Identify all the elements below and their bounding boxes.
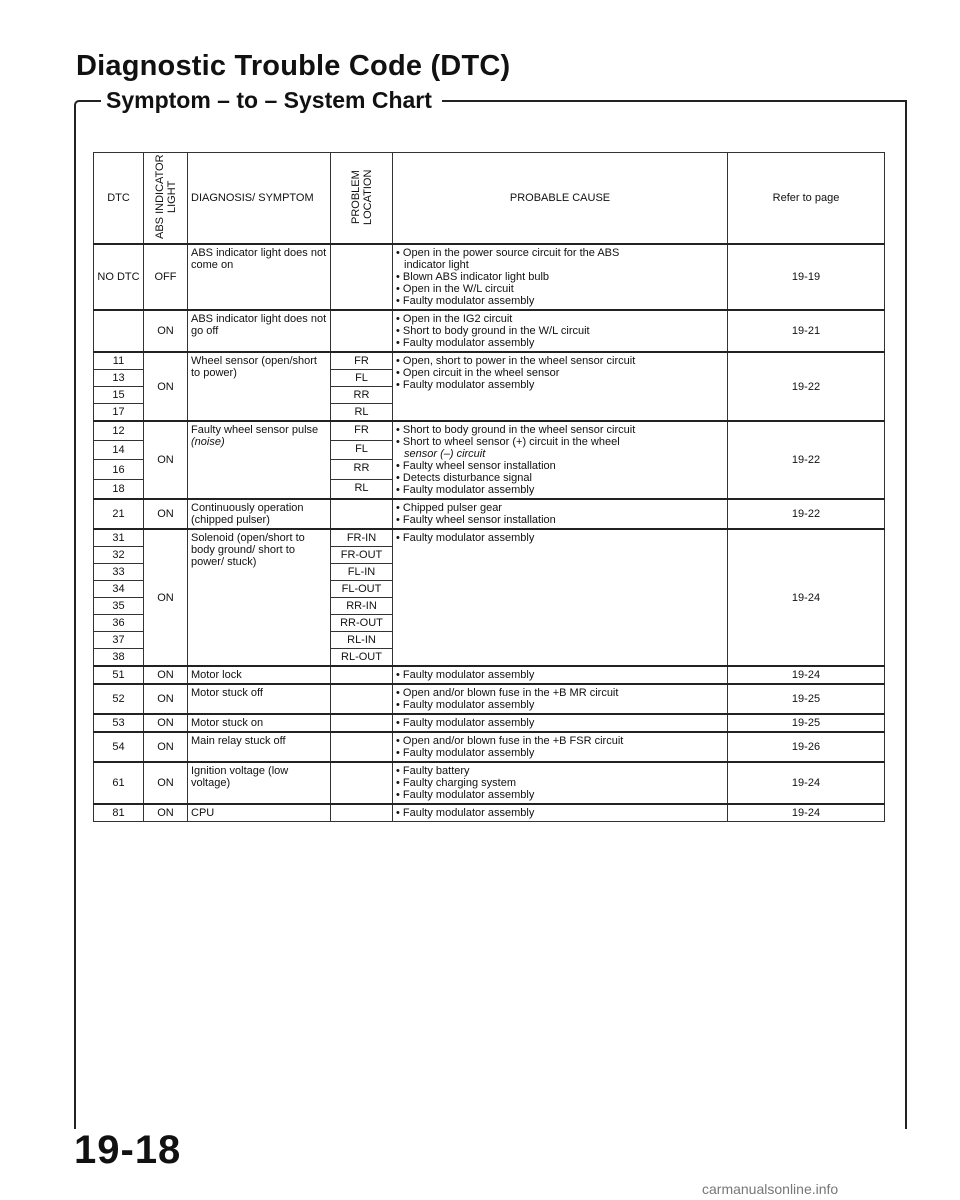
cause-line: • Open circuit in the wheel sensor	[396, 367, 560, 379]
symptom-text: ABS indicator light does not come on	[191, 247, 327, 271]
cause-line: sensor (–) circuit	[404, 448, 486, 460]
probable-cause-cell	[393, 421, 728, 499]
refer-page-cell: 19-22	[728, 499, 885, 529]
dtc-code-cell: 35	[94, 598, 144, 615]
dtc-code-cell: 38	[94, 649, 144, 667]
header-dtc: DTC	[94, 153, 144, 245]
symptom-text: Faulty wheel sensor pulse	[191, 424, 319, 436]
header-abs-indicator-light	[144, 153, 188, 245]
dtc-chart-table	[93, 152, 885, 822]
symptom-cell	[188, 244, 331, 310]
dtc-code-cell: 15	[94, 387, 144, 404]
problem-location-cell	[331, 499, 393, 529]
cause-line: • Faulty modulator assembly	[396, 807, 535, 819]
cause-line: • Faulty modulator assembly	[396, 699, 535, 711]
dtc-code-cell: 17	[94, 404, 144, 422]
dtc-code-cell: 13	[94, 370, 144, 387]
table-row	[94, 421, 885, 441]
header-refer-to-page: Refer to page	[728, 153, 885, 245]
table-row	[94, 244, 885, 310]
table-body	[94, 244, 885, 822]
cause-line: • Open and/or blown fuse in the +B FSR circuit	[396, 735, 624, 747]
problem-location-cell	[331, 666, 393, 684]
refer-page-cell: 19-24	[728, 762, 885, 804]
page-title: Diagnostic Trouble Code (DTC)	[76, 50, 511, 82]
table-row	[94, 804, 885, 822]
refer-page-cell: 19-24	[728, 804, 885, 822]
abs-light-cell: ON	[144, 714, 188, 732]
cause-line: • Faulty wheel sensor installation	[396, 514, 556, 526]
refer-page-cell: 19-25	[728, 684, 885, 714]
page-subtitle: Symptom – to – System Chart	[101, 87, 442, 114]
refer-page-cell: 19-24	[728, 666, 885, 684]
problem-location-cell: RR	[331, 387, 393, 404]
problem-location-cell: FL	[331, 370, 393, 387]
dtc-code-cell: 81	[94, 804, 144, 822]
abs-light-cell: ON	[144, 529, 188, 666]
problem-location-cell: FR	[331, 421, 393, 441]
probable-cause-cell	[393, 310, 728, 352]
cause-line: • Open and/or blown fuse in the +B MR circuit	[396, 687, 619, 699]
symptom-text: CPU	[191, 807, 215, 819]
dtc-code-cell	[94, 310, 144, 352]
abs-light-cell: ON	[144, 804, 188, 822]
watermark: carmanualsonline.info	[702, 1181, 839, 1197]
problem-location-cell	[331, 714, 393, 732]
probable-cause-cell	[393, 244, 728, 310]
cause-line: • Faulty modulator assembly	[396, 379, 535, 391]
cause-line: • Short to wheel sensor (+) circuit in the wheel	[396, 436, 620, 448]
problem-location-cell	[331, 310, 393, 352]
table-row	[94, 762, 885, 804]
problem-location-cell	[331, 684, 393, 714]
symptom-text: Wheel sensor (open/short to power)	[191, 355, 317, 379]
page-number: 19-18	[74, 1128, 182, 1172]
refer-page-cell: 19-21	[728, 310, 885, 352]
abs-light-cell: OFF	[144, 244, 188, 310]
refer-page-cell: 19-22	[728, 352, 885, 421]
refer-page-cell: 19-19	[728, 244, 885, 310]
table-row	[94, 684, 885, 714]
dtc-code-cell: 12	[94, 421, 144, 441]
cause-line: • Faulty modulator assembly	[396, 747, 535, 759]
problem-location-cell: FL-OUT	[331, 581, 393, 598]
probable-cause-cell	[393, 529, 728, 666]
cause-line: • Open in the IG2 circuit	[396, 313, 513, 325]
dtc-code-cell: 53	[94, 714, 144, 732]
header-problem-location-text: PROBLEM LOCATION	[349, 168, 374, 225]
dtc-code-cell: 61	[94, 762, 144, 804]
symptom-text: Main relay stuck off	[191, 735, 286, 747]
cause-line: • Faulty modulator assembly	[396, 484, 535, 496]
problem-location-cell	[331, 804, 393, 822]
problem-location-cell: FL-IN	[331, 564, 393, 581]
dtc-code-cell: 21	[94, 499, 144, 529]
symptom-cell	[188, 421, 331, 499]
cause-line: • Detects disturbance signal	[396, 472, 532, 484]
cause-line: • Blown ABS indicator light bulb	[396, 271, 550, 283]
symptom-text: Ignition voltage (low voltage)	[191, 765, 289, 789]
dtc-code-cell: 37	[94, 632, 144, 649]
probable-cause-cell	[393, 352, 728, 421]
cause-line: • Open in the power source circuit for the ABS	[396, 247, 620, 259]
cause-line: • Faulty charging system	[396, 777, 517, 789]
problem-location-cell: FR	[331, 352, 393, 370]
problem-location-cell: RR-IN	[331, 598, 393, 615]
abs-light-cell: ON	[144, 499, 188, 529]
problem-location-cell: FL	[331, 441, 393, 460]
abs-light-cell: ON	[144, 762, 188, 804]
symptom-note: (noise)	[191, 436, 225, 448]
refer-page-cell: 19-22	[728, 421, 885, 499]
dtc-code-cell: 32	[94, 547, 144, 564]
table-header-row	[94, 153, 885, 245]
abs-light-cell: ON	[144, 310, 188, 352]
dtc-code-cell: 16	[94, 460, 144, 479]
probable-cause-cell	[393, 684, 728, 714]
symptom-cell	[188, 732, 331, 762]
abs-light-cell: ON	[144, 352, 188, 421]
problem-location-cell: RL-OUT	[331, 649, 393, 667]
dtc-code-cell: 31	[94, 529, 144, 547]
probable-cause-cell	[393, 499, 728, 529]
dtc-code-cell: 18	[94, 479, 144, 499]
table-row	[94, 310, 885, 352]
cause-line: • Faulty modulator assembly	[396, 337, 535, 349]
problem-location-cell: FR-IN	[331, 529, 393, 547]
cause-line: indicator light	[404, 259, 469, 271]
refer-page-cell: 19-25	[728, 714, 885, 732]
symptom-text: Motor stuck on	[191, 717, 264, 729]
probable-cause-cell	[393, 762, 728, 804]
problem-location-cell: RR	[331, 460, 393, 479]
cause-line: • Open in the W/L circuit	[396, 283, 514, 295]
table-row	[94, 666, 885, 684]
cause-line: • Open, short to power in the wheel sensor circuit	[396, 355, 636, 367]
abs-light-cell: ON	[144, 732, 188, 762]
symptom-cell	[188, 714, 331, 732]
symptom-cell	[188, 310, 331, 352]
dtc-code-cell: 52	[94, 684, 144, 714]
cause-line: • Short to body ground in the W/L circuit	[396, 325, 590, 337]
table-row	[94, 499, 885, 529]
dtc-code-cell: 51	[94, 666, 144, 684]
header-abs-indicator-light-text: ABS INDICATOR LIGHT	[153, 154, 178, 239]
refer-page-cell: 19-26	[728, 732, 885, 762]
symptom-cell	[188, 804, 331, 822]
probable-cause-cell	[393, 732, 728, 762]
dtc-code-cell: 14	[94, 441, 144, 460]
dtc-code-cell: NO DTC	[94, 244, 144, 310]
abs-light-cell: ON	[144, 421, 188, 499]
cause-line: • Faulty modulator assembly	[396, 532, 535, 544]
cause-line: • Faulty modulator assembly	[396, 669, 535, 681]
problem-location-cell	[331, 732, 393, 762]
dtc-code-cell: 33	[94, 564, 144, 581]
dtc-code-cell: 36	[94, 615, 144, 632]
symptom-text: ABS indicator light does not go off	[191, 313, 327, 337]
cause-line: • Faulty modulator assembly	[396, 295, 535, 307]
header-diagnosis-symptom: DIAGNOSIS/ SYMPTOM	[188, 153, 331, 245]
header-problem-location	[331, 153, 393, 245]
symptom-cell	[188, 529, 331, 666]
refer-page-cell: 19-24	[728, 529, 885, 666]
cause-line: • Faulty modulator assembly	[396, 717, 535, 729]
symptom-text: Continuously operation (chipped pulser)	[191, 502, 304, 526]
table-row	[94, 529, 885, 547]
symptom-cell	[188, 684, 331, 714]
problem-location-cell: RL	[331, 404, 393, 422]
dtc-code-cell: 54	[94, 732, 144, 762]
cause-line: • Chipped pulser gear	[396, 502, 502, 514]
problem-location-cell	[331, 244, 393, 310]
dtc-code-cell: 34	[94, 581, 144, 598]
cause-line: • Faulty battery	[396, 765, 470, 777]
symptom-text: Solenoid (open/short to body ground/ short to power/ stuck)	[191, 532, 305, 568]
abs-light-cell: ON	[144, 684, 188, 714]
table-row	[94, 714, 885, 732]
problem-location-cell: FR-OUT	[331, 547, 393, 564]
symptom-cell	[188, 762, 331, 804]
symptom-cell	[188, 352, 331, 421]
abs-light-cell: ON	[144, 666, 188, 684]
probable-cause-cell	[393, 666, 728, 684]
symptom-text: Motor lock	[191, 669, 242, 681]
symptom-cell	[188, 499, 331, 529]
probable-cause-cell	[393, 804, 728, 822]
table-row	[94, 732, 885, 762]
problem-location-cell: RL	[331, 479, 393, 499]
problem-location-cell	[331, 762, 393, 804]
cause-line: • Short to body ground in the wheel sensor circuit	[396, 424, 636, 436]
cause-line: • Faulty modulator assembly	[396, 789, 535, 801]
problem-location-cell: RL-IN	[331, 632, 393, 649]
cause-line: • Faulty wheel sensor installation	[396, 460, 556, 472]
symptom-cell	[188, 666, 331, 684]
probable-cause-cell	[393, 714, 728, 732]
table-row	[94, 352, 885, 370]
dtc-code-cell: 11	[94, 352, 144, 370]
header-probable-cause: PROBABLE CAUSE	[393, 153, 728, 245]
symptom-text: Motor stuck off	[191, 687, 263, 699]
problem-location-cell: RR-OUT	[331, 615, 393, 632]
